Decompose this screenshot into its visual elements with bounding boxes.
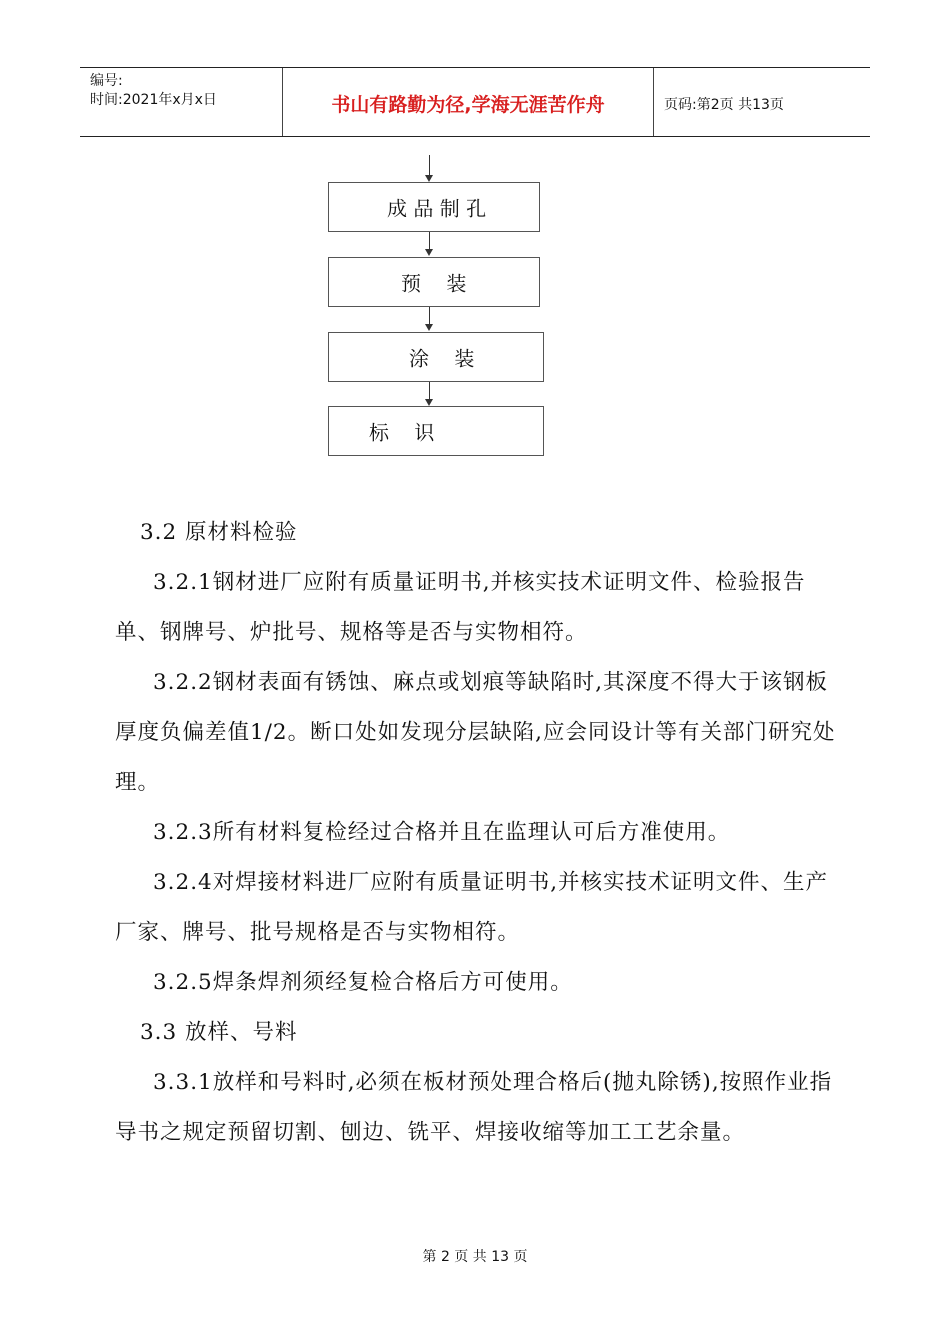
flow-connector	[429, 155, 430, 177]
section-heading-3-2: 3.2 原材料检验	[140, 520, 298, 545]
header-motto: 书山有路勤为径,学海无涯苦作舟	[331, 94, 605, 116]
paragraph-3-2-3: 3.2.3所有材料复检经过合格并且在监理认可后方准使用。	[153, 820, 731, 845]
flow-step-label: 成 品 制 孔	[387, 196, 487, 221]
flow-step-label: 标 识	[369, 420, 435, 445]
flow-arrowhead	[425, 175, 433, 182]
flow-arrowhead	[425, 249, 433, 256]
document-time-label: 时间:2021年x月x日	[90, 92, 217, 108]
document-number-label: 编号:	[90, 73, 123, 89]
flow-connector	[429, 382, 430, 400]
paragraph-3-2-1: 3.2.1钢材进厂应附有质量证明书,并核实技术证明文件、检验报告单、钢牌号、炉批号、规格等是否与实物相符。	[115, 570, 806, 645]
flow-arrowhead	[425, 324, 433, 331]
flow-connector	[429, 307, 430, 325]
section-heading-3-3: 3.3 放样、号料	[140, 1020, 298, 1045]
paragraph-3-3-1: 3.3.1放样和号料时,必须在板材预处理合格后(抛丸除锈),按照作业指导书之规定预留切割、刨边、铣平、焊接收缩等加工工艺余量。	[115, 1070, 833, 1145]
page-footer: 第 2 页 共 13 页	[422, 1249, 528, 1265]
process-flowchart	[0, 0, 950, 470]
flow-step-label: 涂 装	[409, 346, 475, 371]
flow-step-coating	[328, 332, 544, 382]
flow-step-drilling	[328, 182, 540, 232]
header-page-info: 页码:第2页 共13页	[664, 97, 784, 113]
flow-step-preassembly	[328, 257, 540, 307]
flow-step-label: 预 装	[401, 271, 467, 296]
paragraph-3-2-4: 3.2.4对焊接材料进厂应附有质量证明书,并核实技术证明文件、生产厂家、牌号、批号规格是否与实物相符。	[115, 870, 829, 945]
paragraph-3-2-2: 3.2.2钢材表面有锈蚀、麻点或划痕等缺陷时,其深度不得大于该钢板厚度负偏差值1/2。断口处如发现分层缺陷,应会同设计等有关部门研究处理。	[115, 670, 836, 795]
flow-connector	[429, 232, 430, 250]
flow-step-marking	[328, 406, 544, 456]
flow-arrowhead	[425, 399, 433, 406]
paragraph-3-2-5: 3.2.5焊条焊剂须经复检合格后方可使用。	[153, 970, 573, 995]
